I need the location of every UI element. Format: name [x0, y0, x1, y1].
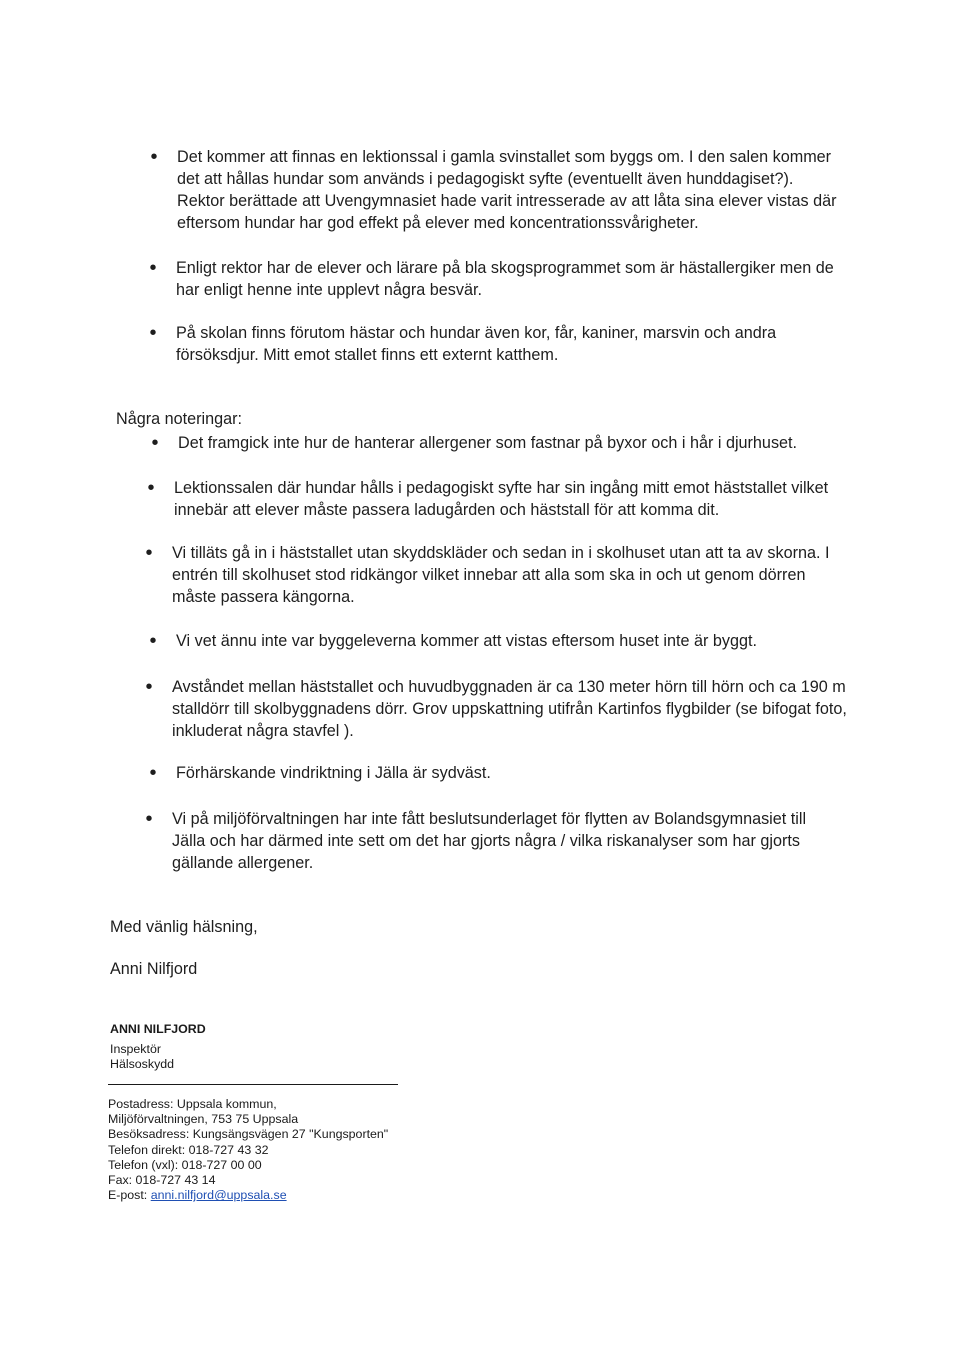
bullet-text: Vi vet ännu inte var byggeleverna kommer att vistas eftersom huset inte är byggt.: [176, 632, 757, 650]
bullet-text: Förhärskande vindriktning i Jälla är sydväst.: [176, 764, 491, 782]
bullet-text: Vi på miljöförvaltningen har inte fått beslutsunderlaget för flytten av Bolandsgymnasiet till Jälla och har därmed inte sett om det har gjorts några / vilka riskanalyser som har gjorts gällande allergener.: [172, 810, 807, 872]
bullet-item: [149, 257, 846, 301]
contact-block: [108, 1097, 508, 1203]
contact-phone-switch: Telefon (vxl): 018-727 00 00: [108, 1157, 262, 1172]
bullet-item: [145, 676, 852, 742]
signature-name: ANNI NILFJORD: [110, 1022, 206, 1036]
bullet-item: [145, 542, 850, 608]
signature-title: Inspektör: [110, 1042, 161, 1056]
signature-divider: [108, 1084, 398, 1085]
bullet-dot: •: [147, 477, 155, 499]
bullet-text: Avståndet mellan häststallet och huvudbyggnaden är ca 130 meter hörn till hörn och ca 190 m stalldörr till skolbyggnadens dörr. Grov uppskattning utifrån Kartinfos flygbilder (se bifogat foto, inkluderat några stavfel ).: [172, 678, 847, 740]
bullet-item: [150, 146, 845, 234]
closing-name: Anni Nilfjord: [110, 960, 198, 978]
bullet-item: [147, 477, 846, 521]
bullet-item: [149, 762, 836, 784]
signature-department: Hälsoskydd: [110, 1057, 175, 1071]
notes-heading: Några noteringar:: [116, 410, 242, 428]
bullet-dot: •: [149, 630, 157, 652]
bullet-item: [149, 630, 836, 652]
bullet-dot: •: [149, 762, 157, 784]
contact-email-link[interactable]: anni.nilfjord@uppsala.se: [150, 1188, 287, 1203]
contact-visit-address: Besöksadress: Kungsängsvägen 27 "Kungsporten": [108, 1127, 389, 1142]
bullet-dot: •: [145, 542, 153, 564]
contact-phone-direct: Telefon direkt: 018-727 43 32: [108, 1142, 269, 1157]
bullet-text: Det kommer att finnas en lektionssal i gamla svinstallet som byggs om. I den salen kommer det att hållas hundar som används i pedagogiskt syfte (eventuellt även hunddagiset?). Rektor berättade att Uvengymnasiet hade varit intresserade av att låta sina elever vistas där eftersom hundar har god effekt på elever med koncentrationssvårigheter.: [177, 148, 837, 232]
contact-postal-2: Miljöförvaltningen, 753 75 Uppsala: [108, 1112, 299, 1127]
bullet-item: [145, 808, 834, 874]
bullet-text: Det framgick inte hur de hanterar allergener som fastnar på byxor och i hår i djurhuset.: [178, 434, 798, 452]
bullet-text: Lektionssalen där hundar hålls i pedagogiskt syfte har sin ingång mitt emot häststallet vilket innebär att elever måste passera ladugården och häststall för att komma dit.: [174, 479, 829, 519]
bullet-text: Enligt rektor har de elever och lärare på bla skogsprogrammet som är hästallergiker men de har enligt henne inte upplevt några besvär.: [176, 259, 834, 299]
bullet-dot: •: [145, 676, 153, 698]
contact-postal: Postadress: Uppsala kommun,: [108, 1097, 277, 1111]
bullet-dot: •: [150, 146, 158, 168]
closing-greeting: Med vänlig hälsning,: [110, 918, 258, 936]
bullet-text: På skolan finns förutom hästar och hundar även kor, får, kaniner, marsvin och andra försöksdjur. Mitt emot stallet finns ett externt katthem.: [176, 324, 777, 364]
bullet-text: Vi tilläts gå in i häststallet utan skyddskläder och sedan in i skolhuset utan att ta av skorna. I entrén till skolhuset stod ridkängor vilket innebar att alla som ska in och ut genom dörren måste passera kängorna.: [172, 544, 830, 606]
bullet-dot: •: [151, 432, 159, 454]
bullet-item: [151, 432, 838, 454]
contact-fax: Fax: 018-727 43 14: [108, 1173, 216, 1188]
contact-email-row: [108, 1188, 508, 1203]
bullet-item: [149, 322, 796, 366]
contact-email-label: E-post:: [108, 1188, 151, 1203]
bullet-dot: •: [149, 257, 157, 279]
bullet-dot: •: [149, 322, 157, 344]
bullet-dot: •: [145, 808, 153, 830]
